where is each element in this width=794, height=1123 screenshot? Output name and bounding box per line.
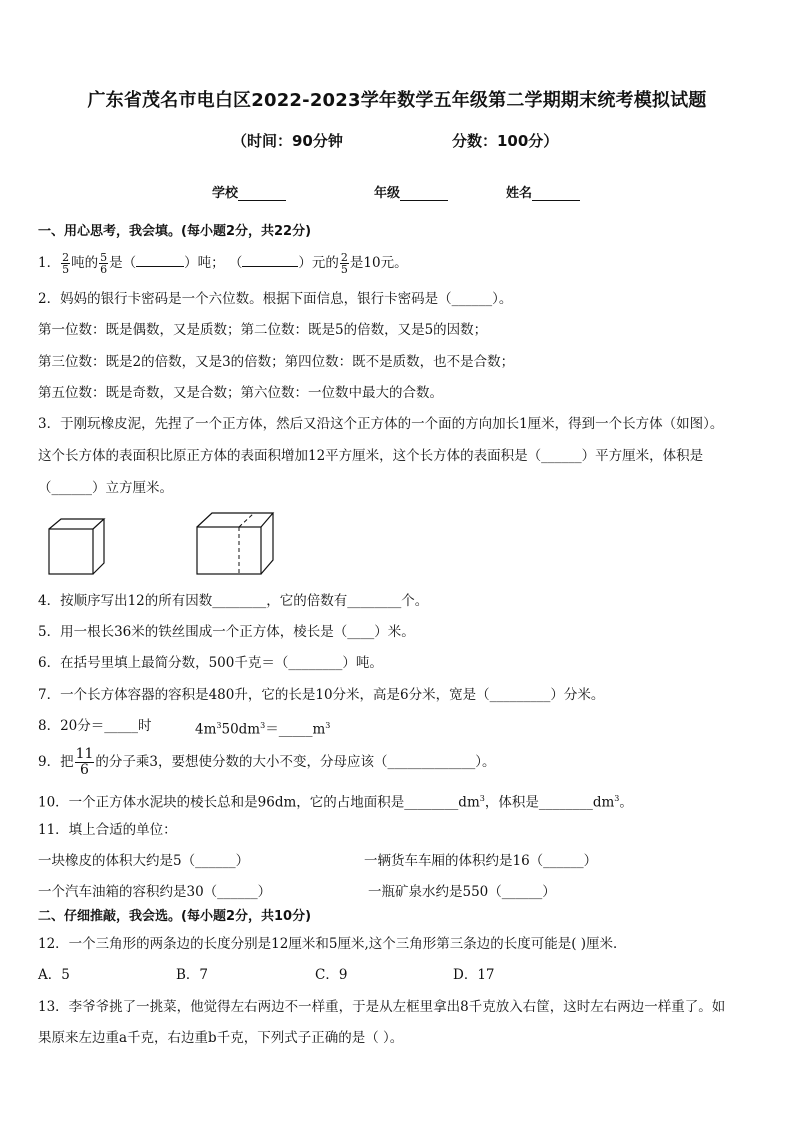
grade-label: 年级 [374, 186, 401, 201]
fraction-denominator: 5 [340, 263, 348, 276]
q1-number: 1． [38, 255, 61, 271]
q8-b-text: 50dm [221, 721, 261, 738]
score-label: 分数：100分） [452, 132, 559, 150]
question-1 [38, 252, 408, 275]
question-5: 5．用一根长36米的铁丝围成一个正方体，棱长是（____）米。 [38, 624, 415, 640]
superscript: 3 [479, 794, 485, 803]
time-label: （时间：90分钟 [232, 132, 343, 150]
q1-text-4: ）元的 [298, 255, 339, 271]
grade-field [374, 182, 448, 201]
q10-text: 10．一个正方体水泥块的棱长总和是96dm，它的占地面积是________dm [38, 794, 480, 811]
fraction-numerator: 2 [62, 251, 70, 264]
school-label: 学校 [212, 186, 239, 201]
question-4: 4．按顺序写出12的所有因数________，它的倍数有________个。 [38, 593, 429, 609]
fraction-denominator: 6 [100, 263, 108, 276]
section-2-heading: 二、仔细推敲，我会选。(每小题2分，共10分) [38, 909, 312, 924]
question-11-item: 一辆货车车厢的体积约是16（______） [364, 853, 598, 869]
question-2-clue: 第三位数：既是2的倍数，又是3的倍数；第四位数：既不是质数，也不是合数； [38, 354, 515, 370]
option-c[interactable]: C．9 [315, 967, 348, 983]
q9-text: 的分子乘3，要想使分数的大小不变，分母应该（_____________）。 [95, 754, 496, 770]
question-2-clue: 第五位数：既是奇数，又是合数；第六位数：一位数中最大的合数。 [38, 385, 443, 401]
question-8 [38, 716, 152, 736]
superscript: 3 [216, 721, 222, 730]
q1-answer-blank-2[interactable] [242, 252, 298, 267]
q1-text-3: ）吨； （ [184, 255, 243, 271]
cube-figure [46, 516, 108, 578]
question-3-line: （______）立方厘米。 [38, 480, 173, 496]
fraction-numerator: 2 [340, 251, 348, 264]
question-2: 2．妈妈的银行卡密码是一个六位数。根据下面信息，银行卡密码是（______）。 [38, 291, 513, 307]
q1-text-5: 是10元。 [349, 255, 408, 271]
question-8-part-b [195, 716, 330, 740]
section-1-heading: 一、用心思考，我会填。(每小题2分，共22分) [38, 224, 312, 239]
fraction-denominator: 6 [80, 762, 89, 778]
fraction-5-6 [99, 252, 108, 275]
question-11: 11．填上合适的单位： [38, 822, 177, 838]
school-blank[interactable] [238, 186, 286, 201]
fraction-numerator: 11 [75, 746, 94, 762]
superscript: 3 [260, 721, 266, 730]
question-11-item: 一个汽车油箱的容积约是30（______） [38, 884, 272, 900]
cuboid-figure [194, 510, 276, 578]
grade-blank[interactable] [400, 186, 448, 201]
fraction-2-5 [340, 252, 349, 275]
superscript: 3 [614, 794, 620, 803]
fraction-numerator: 5 [100, 251, 108, 264]
q1-text-1: 吨的 [71, 255, 99, 271]
fraction-11-6 [75, 747, 95, 778]
q1-answer-blank-1[interactable] [136, 252, 184, 267]
q8-b-text: ＝_____m [265, 721, 326, 738]
question-10 [38, 789, 633, 813]
q10-text: 。 [619, 794, 633, 811]
option-b[interactable]: B．7 [176, 967, 209, 983]
q8-part-a: 8．20分＝_____时 [38, 718, 152, 734]
question-12: 12．一个三角形的两条边的长度分别是12厘米和5厘米,这个三角形第三条边的长度可能是( )厘米． [38, 936, 627, 952]
q9-text: 9．把 [38, 754, 74, 770]
question-9 [38, 747, 496, 778]
name-field [506, 182, 580, 201]
fraction-2-5 [61, 252, 70, 275]
question-6: 6．在括号里填上最简分数，500千克＝（________）吨。 [38, 655, 383, 671]
name-blank[interactable] [532, 186, 580, 201]
q8-b-text: 4m [195, 721, 217, 738]
school-field [212, 182, 286, 201]
question-11-item: 一瓶矿泉水约是550（______） [368, 884, 556, 900]
question-11-item: 一块橡皮的体积大约是5（______） [38, 853, 250, 869]
question-3-line: 这个长方体的表面积比原正方体的表面积增加12平方厘米，这个长方体的表面积是（______）平方厘米，体积是 [38, 448, 704, 464]
option-a[interactable]: A．5 [38, 967, 70, 983]
fraction-denominator: 5 [62, 263, 70, 276]
question-3: 3．于刚玩橡皮泥，先捏了一个正方体，然后又沿这个正方体的一个面的方向加长1厘米，得到一个长方体（如图）。 [38, 416, 724, 432]
question-2-clue: 第一位数：既是偶数，又是质数；第二位数：既是5的倍数，又是5的因数； [38, 322, 488, 338]
question-7: 7．一个长方体容器的容积是480升，它的长是10分米，高是6分米，宽是（_________）分米。 [38, 687, 605, 703]
q1-text-2: 是（ [109, 255, 137, 271]
q10-text: ，体积是________dm [484, 794, 615, 811]
question-13-line: 果原来左边重a千克，右边重b千克，下列式子正确的是（ ）。 [38, 1030, 404, 1046]
superscript: 3 [325, 721, 331, 730]
option-d[interactable]: D．17 [453, 967, 495, 983]
question-13: 13．李爷爷挑了一挑菜，他觉得左右两边不一样重，于是从左框里拿出8千克放入右筐，这时左右两边一样重了。如 [38, 999, 726, 1015]
exam-title: 广东省茂名市电白区2022-2023学年数学五年级第二学期期末统考模拟试题 [87, 90, 707, 111]
name-label: 姓名 [506, 186, 533, 201]
